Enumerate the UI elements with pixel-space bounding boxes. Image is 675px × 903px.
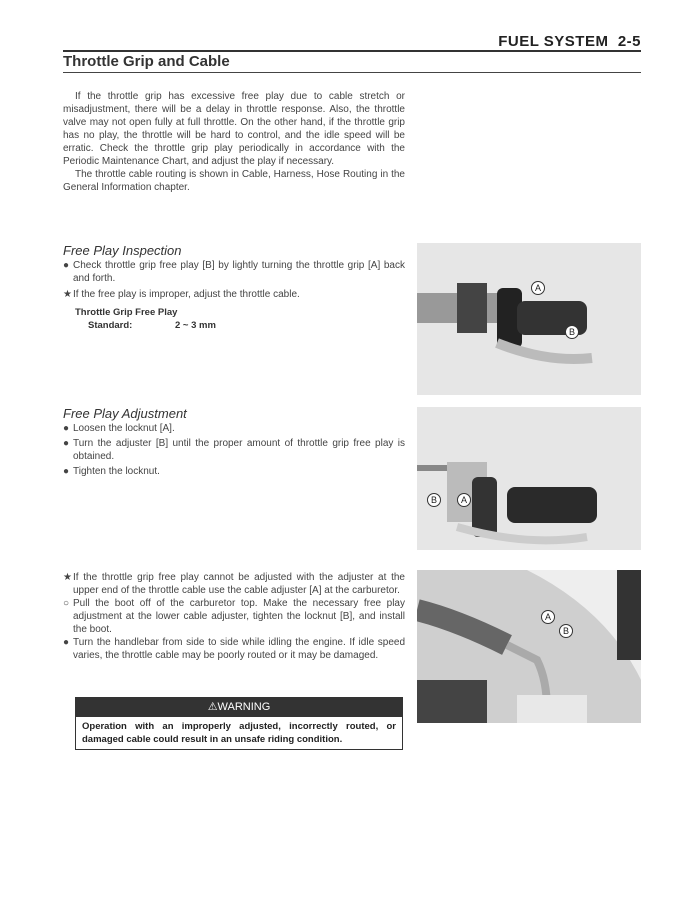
throttle-grip-illustration	[417, 243, 641, 395]
step-text: Turn the handlebar from side to side while idling the engine. If idle speed varies, the throttle cable may be poorly routed or it may be damaged.	[73, 637, 405, 661]
adjustment-heading: Free Play Adjustment	[63, 406, 187, 421]
section-name: FUEL SYSTEM	[498, 33, 609, 50]
step-text: Loosen the locknut [A].	[73, 423, 175, 434]
circle-icon: ○	[63, 598, 70, 609]
warning-text: Operation with an improperly adjusted, incorrectly routed, or damaged cable could result in an unsafe riding condition.	[82, 721, 396, 745]
callout-a: A	[457, 493, 471, 507]
bullet-icon: ●	[63, 423, 70, 434]
spec-value: 2 ~ 3 mm	[175, 320, 216, 331]
adjustment-steps	[63, 422, 405, 478]
throttle-grip-photo	[417, 243, 641, 395]
carburetor-illustration	[417, 570, 641, 723]
intro-text	[63, 90, 405, 194]
callout-b: B	[427, 493, 441, 507]
cable-adjuster-photo	[417, 407, 641, 550]
star-icon: ★	[63, 289, 72, 300]
spec-label: Standard:	[88, 320, 133, 331]
carburetor-steps	[63, 571, 405, 662]
callout-b: B	[565, 325, 579, 339]
title-rule	[63, 72, 641, 73]
step-text: If the throttle grip free play cannot be adjusted with the adjuster at the upper end of the throttle cable use the cable adjuster [A] at the carburetor.	[73, 572, 405, 596]
carburetor-photo	[417, 570, 641, 723]
inspection-steps	[63, 259, 405, 301]
step-text: If the free play is improper, adjust the throttle cable.	[73, 289, 300, 300]
page-title: Throttle Grip and Cable	[63, 53, 230, 70]
page-number: 2-5	[617, 33, 641, 50]
callout-b: B	[559, 624, 573, 638]
bullet-icon: ●	[63, 260, 70, 271]
running-header	[498, 33, 641, 50]
step-text: Tighten the locknut.	[73, 466, 160, 477]
bullet-icon: ●	[63, 466, 70, 477]
intro-paragraph: The throttle cable routing is shown in Cable, Harness, Hose Routing in the General Information chapter.	[63, 169, 405, 193]
callout-a: A	[531, 281, 545, 295]
star-icon: ★	[63, 572, 72, 583]
step-text: Check throttle grip free play [B] by lightly turning the throttle grip [A] back and forth.	[73, 260, 405, 284]
bullet-icon: ●	[63, 637, 70, 648]
header-rule	[63, 50, 641, 52]
warning-box	[75, 697, 403, 750]
warning-title: ⚠WARNING	[76, 698, 402, 717]
intro-paragraph: If the throttle grip has excessive free play due to cable stretch or misadjustment, there will be a delay in throttle response. Also, the throttle valve may not open fully at full throttle. On the other hand, if the throttle grip has no play, the throttle will be hard to control, and the idle speed will be erratic. Check the throttle grip play periodically in accordance with the Periodic Maintenance Chart, and adjust the play if necessary.	[63, 91, 405, 167]
bullet-icon: ●	[63, 438, 70, 449]
spec-title: Throttle Grip Free Play	[75, 307, 178, 318]
callout-a: A	[541, 610, 555, 624]
cable-adjuster-illustration	[417, 407, 641, 550]
step-text: Turn the adjuster [B] until the proper amount of throttle grip free play is obtained.	[73, 438, 405, 462]
inspection-heading: Free Play Inspection	[63, 243, 182, 258]
step-text: Pull the boot off of the carburetor top. Make the necessary free play adjustment at the lower cable adjuster, tighten the locknut [B], and install the boot.	[73, 598, 405, 635]
